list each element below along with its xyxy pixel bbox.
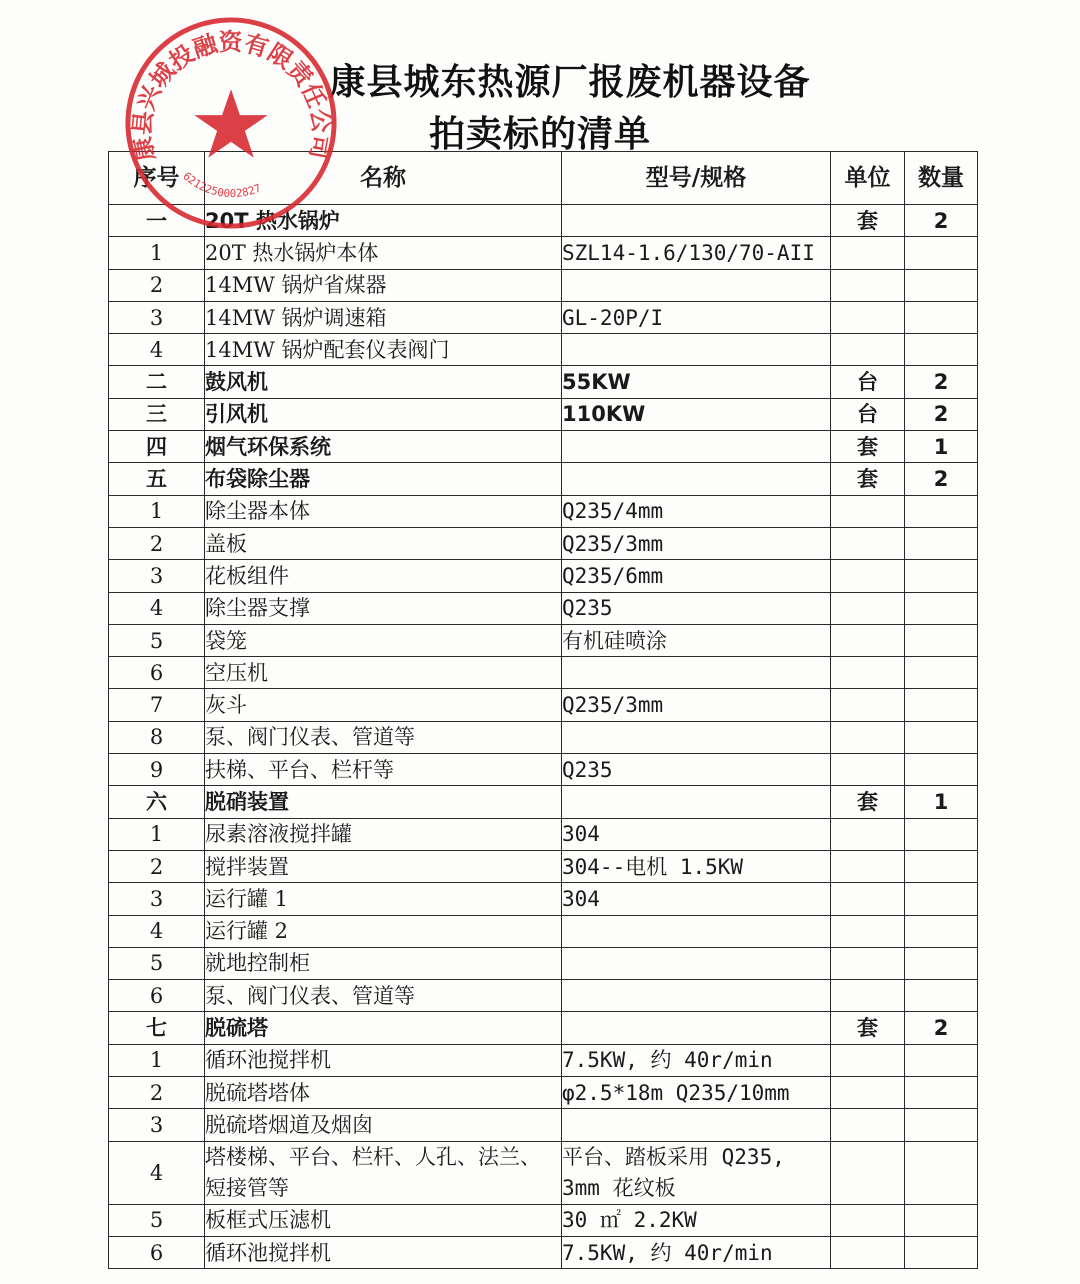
cell-unit bbox=[831, 334, 905, 366]
cell-quantity: 1 bbox=[905, 431, 978, 463]
cell-quantity bbox=[905, 915, 978, 947]
section-row bbox=[109, 1012, 978, 1044]
cell-serial: 1 bbox=[109, 1044, 205, 1076]
cell-spec bbox=[562, 431, 831, 463]
cell-serial: 2 bbox=[109, 269, 205, 301]
cell-name: 脱硫塔烟道及烟囱 bbox=[205, 1109, 562, 1141]
cell-spec: 304 bbox=[562, 883, 831, 915]
cell-name: 尿素溶液搅拌罐 bbox=[205, 818, 562, 850]
table-row bbox=[109, 1236, 978, 1268]
cell-unit: 套 bbox=[831, 205, 905, 237]
table-row bbox=[109, 527, 978, 559]
table-row bbox=[109, 980, 978, 1012]
cell-serial: 2 bbox=[109, 850, 205, 882]
header-spec: 型号/规格 bbox=[562, 152, 831, 205]
cell-unit: 套 bbox=[831, 1012, 905, 1044]
cell-spec bbox=[562, 463, 831, 495]
cell-spec bbox=[562, 1012, 831, 1044]
table-row bbox=[109, 1077, 978, 1109]
cell-spec: Q235 bbox=[562, 754, 831, 786]
cell-name: 20T 热水锅炉本体 bbox=[205, 237, 562, 269]
cell-serial: 二 bbox=[109, 366, 205, 398]
cell-spec bbox=[562, 657, 831, 689]
cell-name: 就地控制柜 bbox=[205, 947, 562, 979]
seal-number: 6212250002827 bbox=[180, 169, 263, 201]
section-row bbox=[109, 463, 978, 495]
cell-quantity bbox=[905, 269, 978, 301]
cell-quantity bbox=[905, 657, 978, 689]
cell-quantity bbox=[905, 980, 978, 1012]
cell-name: 14MW 锅炉配套仪表阀门 bbox=[205, 334, 562, 366]
cell-quantity: 2 bbox=[905, 205, 978, 237]
cell-unit: 套 bbox=[831, 431, 905, 463]
section-row bbox=[109, 366, 978, 398]
cell-unit bbox=[831, 947, 905, 979]
cell-name: 泵、阀门仪表、管道等 bbox=[205, 721, 562, 753]
cell-unit bbox=[831, 624, 905, 656]
document-subtitle: 拍卖标的清单 bbox=[428, 114, 651, 155]
cell-name: 引风机 bbox=[205, 398, 562, 430]
table-row bbox=[109, 592, 978, 624]
cell-name: 14MW 锅炉调速箱 bbox=[205, 301, 562, 333]
cell-name: 除尘器本体 bbox=[205, 495, 562, 527]
cell-serial: 4 bbox=[109, 915, 205, 947]
cell-serial: 五 bbox=[109, 463, 205, 495]
cell-quantity: 1 bbox=[905, 786, 978, 818]
cell-unit bbox=[831, 721, 905, 753]
table-row bbox=[109, 947, 978, 979]
table-row bbox=[109, 1204, 978, 1236]
cell-unit bbox=[831, 818, 905, 850]
cell-spec bbox=[562, 1109, 831, 1141]
table-row bbox=[109, 883, 978, 915]
cell-quantity bbox=[905, 947, 978, 979]
cell-serial: 六 bbox=[109, 786, 205, 818]
cell-serial: 一 bbox=[109, 205, 205, 237]
cell-quantity bbox=[905, 237, 978, 269]
cell-spec: 110KW bbox=[562, 398, 831, 430]
cell-name: 布袋除尘器 bbox=[205, 463, 562, 495]
cell-name: 扶梯、平台、栏杆等 bbox=[205, 754, 562, 786]
cell-serial: 3 bbox=[109, 560, 205, 592]
cell-name: 除尘器支撑 bbox=[205, 592, 562, 624]
cell-name: 袋笼 bbox=[205, 624, 562, 656]
header-name: 名称 bbox=[205, 152, 562, 205]
cell-unit: 台 bbox=[831, 398, 905, 430]
cell-quantity bbox=[905, 689, 978, 721]
cell-quantity bbox=[905, 1141, 978, 1204]
table-row bbox=[109, 689, 978, 721]
section-row bbox=[109, 205, 978, 237]
cell-spec: Q235/6mm bbox=[562, 560, 831, 592]
cell-name: 板框式压滤机 bbox=[205, 1204, 562, 1236]
cell-quantity bbox=[905, 1077, 978, 1109]
cell-spec bbox=[562, 334, 831, 366]
table-row bbox=[109, 1141, 978, 1204]
cell-quantity bbox=[905, 592, 978, 624]
cell-spec: 有机硅喷涂 bbox=[562, 624, 831, 656]
cell-spec bbox=[562, 1141, 831, 1204]
cell-spec: 304 bbox=[562, 818, 831, 850]
cell-name-text: 塔楼梯、平台、栏杆、人孔、法兰、短接管等 bbox=[205, 1144, 541, 1200]
cell-spec: 304--电机 1.5KW bbox=[562, 850, 831, 882]
cell-unit bbox=[831, 1141, 905, 1204]
cell-serial: 4 bbox=[109, 1141, 205, 1204]
cell-unit bbox=[831, 915, 905, 947]
cell-serial: 2 bbox=[109, 527, 205, 559]
cell-unit bbox=[831, 754, 905, 786]
cell-name: 20T 热水锅炉 bbox=[205, 205, 562, 237]
cell-serial: 2 bbox=[109, 1077, 205, 1109]
cell-name: 循环池搅拌机 bbox=[205, 1236, 562, 1268]
cell-spec: 7.5KW, 约 40r/min bbox=[562, 1044, 831, 1076]
cell-unit bbox=[831, 1044, 905, 1076]
cell-name: 14MW 锅炉省煤器 bbox=[205, 269, 562, 301]
cell-serial: 3 bbox=[109, 883, 205, 915]
cell-spec: 7.5KW, 约 40r/min bbox=[562, 1236, 831, 1268]
table-row bbox=[109, 657, 978, 689]
table-row bbox=[109, 495, 978, 527]
table-row bbox=[109, 624, 978, 656]
cell-name: 运行罐 1 bbox=[205, 883, 562, 915]
cell-quantity: 2 bbox=[905, 398, 978, 430]
section-row bbox=[109, 398, 978, 430]
cell-serial: 5 bbox=[109, 1204, 205, 1236]
header-serial: 序号 bbox=[109, 152, 205, 205]
table-row bbox=[109, 1109, 978, 1141]
cell-name: 空压机 bbox=[205, 657, 562, 689]
cell-quantity bbox=[905, 301, 978, 333]
cell-name: 脱硫塔 bbox=[205, 1012, 562, 1044]
cell-name: 鼓风机 bbox=[205, 366, 562, 398]
cell-spec bbox=[562, 269, 831, 301]
cell-serial: 5 bbox=[109, 624, 205, 656]
table-row bbox=[109, 334, 978, 366]
cell-unit bbox=[831, 657, 905, 689]
cell-quantity bbox=[905, 1204, 978, 1236]
cell-unit bbox=[831, 1204, 905, 1236]
cell-name: 循环池搅拌机 bbox=[205, 1044, 562, 1076]
cell-quantity: 2 bbox=[905, 366, 978, 398]
cell-unit bbox=[831, 1109, 905, 1141]
table-row bbox=[109, 850, 978, 882]
cell-spec: Q235/4mm bbox=[562, 495, 831, 527]
cell-quantity bbox=[905, 721, 978, 753]
cell-serial: 6 bbox=[109, 980, 205, 1012]
cell-serial: 3 bbox=[109, 1109, 205, 1141]
cell-spec bbox=[562, 721, 831, 753]
cell-serial: 7 bbox=[109, 689, 205, 721]
cell-serial: 1 bbox=[109, 495, 205, 527]
cell-spec-text: 平台、踏板采用 Q235, 3mm 花纹板 bbox=[562, 1144, 785, 1200]
table-row bbox=[109, 818, 978, 850]
cell-unit bbox=[831, 1236, 905, 1268]
table-row bbox=[109, 915, 978, 947]
cell-unit bbox=[831, 495, 905, 527]
cell-quantity bbox=[905, 527, 978, 559]
cell-quantity bbox=[905, 1109, 978, 1141]
cell-serial: 8 bbox=[109, 721, 205, 753]
cell-serial: 4 bbox=[109, 592, 205, 624]
cell-serial: 4 bbox=[109, 334, 205, 366]
cell-name: 灰斗 bbox=[205, 689, 562, 721]
equipment-table bbox=[108, 151, 978, 1269]
cell-spec: GL-20P/I bbox=[562, 301, 831, 333]
table-row bbox=[109, 1044, 978, 1076]
cell-spec: 55KW bbox=[562, 366, 831, 398]
cell-serial: 三 bbox=[109, 398, 205, 430]
cell-spec: Q235 bbox=[562, 592, 831, 624]
cell-quantity: 2 bbox=[905, 463, 978, 495]
section-row bbox=[109, 431, 978, 463]
cell-spec: Q235/3mm bbox=[562, 689, 831, 721]
cell-unit bbox=[831, 527, 905, 559]
cell-spec bbox=[562, 947, 831, 979]
cell-quantity bbox=[905, 560, 978, 592]
cell-name bbox=[205, 1141, 562, 1204]
cell-unit bbox=[831, 1077, 905, 1109]
cell-name: 盖板 bbox=[205, 527, 562, 559]
cell-spec bbox=[562, 980, 831, 1012]
table-row bbox=[109, 301, 978, 333]
cell-spec: 30 ㎡ 2.2KW bbox=[562, 1204, 831, 1236]
header-quantity: 数量 bbox=[905, 152, 978, 205]
cell-unit bbox=[831, 560, 905, 592]
cell-name: 脱硫塔塔体 bbox=[205, 1077, 562, 1109]
cell-serial: 四 bbox=[109, 431, 205, 463]
table-row bbox=[109, 269, 978, 301]
cell-unit: 套 bbox=[831, 786, 905, 818]
cell-quantity bbox=[905, 624, 978, 656]
header-unit: 单位 bbox=[831, 152, 905, 205]
table-body bbox=[109, 205, 978, 1269]
table-row bbox=[109, 560, 978, 592]
table-row bbox=[109, 721, 978, 753]
cell-unit bbox=[831, 689, 905, 721]
cell-serial: 6 bbox=[109, 1236, 205, 1268]
cell-serial: 1 bbox=[109, 818, 205, 850]
cell-unit bbox=[831, 301, 905, 333]
cell-serial: 3 bbox=[109, 301, 205, 333]
cell-serial: 9 bbox=[109, 754, 205, 786]
cell-quantity bbox=[905, 1044, 978, 1076]
cell-spec bbox=[562, 915, 831, 947]
cell-serial: 5 bbox=[109, 947, 205, 979]
cell-spec bbox=[562, 205, 831, 237]
table-row bbox=[109, 754, 978, 786]
cell-quantity bbox=[905, 818, 978, 850]
seal-text: 康县兴城投融资有限责任公司 bbox=[127, 28, 336, 164]
cell-unit bbox=[831, 883, 905, 915]
cell-spec: Q235/3mm bbox=[562, 527, 831, 559]
cell-quantity bbox=[905, 754, 978, 786]
cell-unit bbox=[831, 237, 905, 269]
cell-unit bbox=[831, 980, 905, 1012]
cell-name: 花板组件 bbox=[205, 560, 562, 592]
cell-name: 泵、阀门仪表、管道等 bbox=[205, 980, 562, 1012]
cell-spec: φ2.5*18m Q235/10mm bbox=[562, 1077, 831, 1109]
cell-quantity bbox=[905, 495, 978, 527]
cell-serial: 七 bbox=[109, 1012, 205, 1044]
cell-spec: SZL14-1.6/130/70-AII bbox=[562, 237, 831, 269]
cell-name: 运行罐 2 bbox=[205, 915, 562, 947]
cell-serial: 1 bbox=[109, 237, 205, 269]
cell-unit bbox=[831, 592, 905, 624]
cell-quantity bbox=[905, 850, 978, 882]
cell-quantity bbox=[905, 883, 978, 915]
cell-unit: 套 bbox=[831, 463, 905, 495]
cell-name: 脱硝装置 bbox=[205, 786, 562, 818]
cell-serial: 6 bbox=[109, 657, 205, 689]
section-row bbox=[109, 786, 978, 818]
cell-quantity bbox=[905, 334, 978, 366]
table-header-row bbox=[109, 152, 978, 205]
table-row bbox=[109, 237, 978, 269]
cell-unit bbox=[831, 850, 905, 882]
cell-unit: 台 bbox=[831, 366, 905, 398]
document-title: 康县城东热源厂报废机器设备 bbox=[329, 62, 811, 103]
cell-name: 烟气环保系统 bbox=[205, 431, 562, 463]
cell-quantity bbox=[905, 1236, 978, 1268]
cell-quantity: 2 bbox=[905, 1012, 978, 1044]
cell-spec bbox=[562, 786, 831, 818]
cell-unit bbox=[831, 269, 905, 301]
cell-name: 搅拌装置 bbox=[205, 850, 562, 882]
